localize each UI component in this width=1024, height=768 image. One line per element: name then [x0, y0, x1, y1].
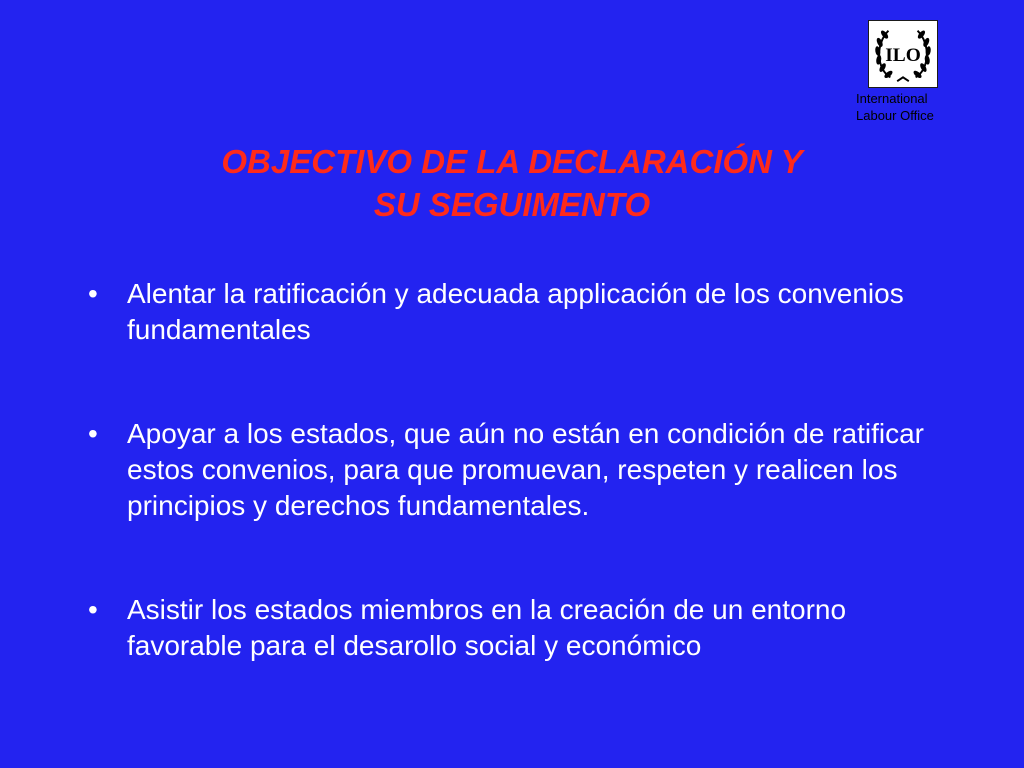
bullet-marker: • — [88, 594, 98, 625]
bullet-marker: • — [88, 278, 98, 309]
logo-caption-line1: International — [856, 91, 928, 106]
slide-title-line2: SU SEGUIMENTO — [373, 186, 651, 223]
bullet-item-3 — [88, 592, 968, 664]
bullet-marker: • — [88, 418, 98, 449]
slide-title-line1: OBJECTIVO DE LA DECLARACIÓN Y — [221, 143, 803, 180]
logo-caption — [856, 90, 934, 124]
bullet-list — [88, 276, 968, 664]
bullet-item-2 — [88, 416, 968, 524]
slide-title — [0, 140, 1024, 226]
svg-text:ILO: ILO — [885, 44, 921, 66]
bullet-item-1 — [88, 276, 968, 348]
bullet-text: Asistir los estados miembros en la creación de un entorno favorable para el desarollo social y económico — [127, 594, 847, 661]
bullet-text: Alentar la ratificación y adecuada applicación de los convenios fundamentales — [127, 278, 904, 345]
ilo-logo-icon — [868, 20, 938, 88]
logo-caption-line2: Labour Office — [856, 108, 934, 123]
bullet-text: Apoyar a los estados, que aún no están en condición de ratificar estos convenios, para que promuevan, respeten y realicen los principios y derechos fundamentales. — [127, 418, 924, 521]
